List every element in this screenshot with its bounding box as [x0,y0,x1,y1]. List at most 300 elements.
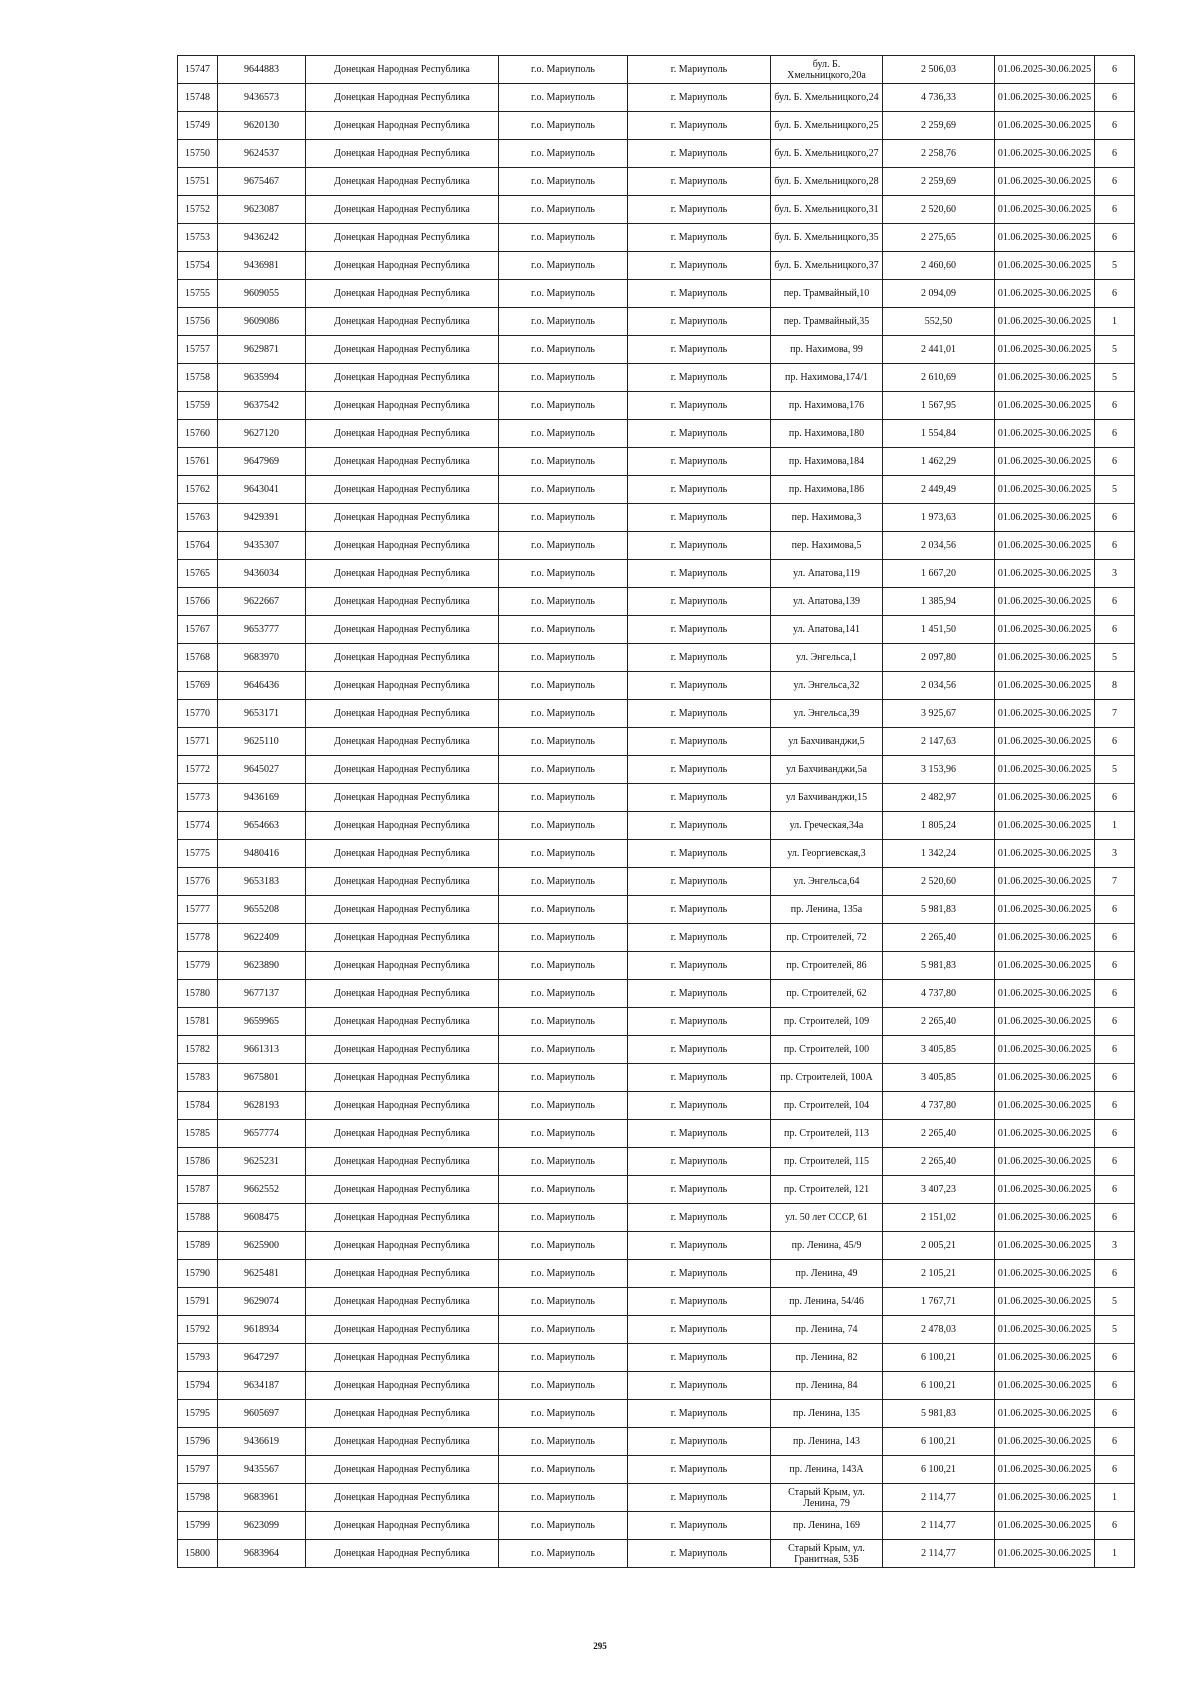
period-cell: 01.06.2025-30.06.2025 [995,1288,1095,1316]
row-number-cell: 15779 [178,952,218,980]
table-row [178,896,1135,924]
region-cell: Донецкая Народная Республика [306,420,499,448]
region-cell: Донецкая Народная Республика [306,1036,499,1064]
city-cell: г. Мариуполь [628,112,771,140]
amount-cell: 2 460,60 [883,252,995,280]
row-number-cell: 15749 [178,112,218,140]
amount-cell: 3 405,85 [883,1036,995,1064]
table-row [178,616,1135,644]
period-cell: 01.06.2025-30.06.2025 [995,1456,1095,1484]
code-cell: 9647969 [218,448,306,476]
region-cell: Донецкая Народная Республика [306,840,499,868]
address-cell: пер. Нахимова,3 [771,504,883,532]
code-cell: 9480416 [218,840,306,868]
region-cell: Донецкая Народная Республика [306,700,499,728]
code-cell: 9624537 [218,140,306,168]
address-cell: ул. 50 лет СССР, 61 [771,1204,883,1232]
table-row [178,1484,1135,1512]
table-row [178,392,1135,420]
count-cell: 6 [1095,1036,1135,1064]
table-row [178,644,1135,672]
table-row [178,56,1135,84]
period-cell: 01.06.2025-30.06.2025 [995,756,1095,784]
city-cell: г. Мариуполь [628,308,771,336]
row-number-cell: 15792 [178,1316,218,1344]
municipality-cell: г.о. Мариуполь [499,1344,628,1372]
region-cell: Донецкая Народная Республика [306,1456,499,1484]
region-cell: Донецкая Народная Республика [306,532,499,560]
row-number-cell: 15785 [178,1120,218,1148]
municipality-cell: г.о. Мариуполь [499,196,628,224]
data-table [177,55,1135,1568]
municipality-cell: г.о. Мариуполь [499,364,628,392]
period-cell: 01.06.2025-30.06.2025 [995,392,1095,420]
amount-cell: 2 275,65 [883,224,995,252]
amount-cell: 1 385,94 [883,588,995,616]
region-cell: Донецкая Народная Республика [306,672,499,700]
city-cell: г. Мариуполь [628,1092,771,1120]
table-row [178,84,1135,112]
table-row [178,952,1135,980]
amount-cell: 4 736,33 [883,84,995,112]
table-row [178,504,1135,532]
count-cell: 6 [1095,448,1135,476]
code-cell: 9657774 [218,1120,306,1148]
address-cell: пр. Нахимова,184 [771,448,883,476]
address-cell: пр. Ленина, 135 [771,1400,883,1428]
amount-cell: 1 554,84 [883,420,995,448]
municipality-cell: г.о. Мариуполь [499,1148,628,1176]
period-cell: 01.06.2025-30.06.2025 [995,868,1095,896]
row-number-cell: 15768 [178,644,218,672]
municipality-cell: г.о. Мариуполь [499,560,628,588]
city-cell: г. Мариуполь [628,56,771,84]
amount-cell: 1 451,50 [883,616,995,644]
period-cell: 01.06.2025-30.06.2025 [995,784,1095,812]
code-cell: 9661313 [218,1036,306,1064]
period-cell: 01.06.2025-30.06.2025 [995,672,1095,700]
code-cell: 9627120 [218,420,306,448]
city-cell: г. Мариуполь [628,756,771,784]
municipality-cell: г.о. Мариуполь [499,1260,628,1288]
amount-cell: 1 805,24 [883,812,995,840]
row-number-cell: 15764 [178,532,218,560]
municipality-cell: г.о. Мариуполь [499,504,628,532]
amount-cell: 2 105,21 [883,1260,995,1288]
period-cell: 01.06.2025-30.06.2025 [995,1092,1095,1120]
municipality-cell: г.о. Мариуполь [499,140,628,168]
table-row [178,1512,1135,1540]
row-number-cell: 15753 [178,224,218,252]
city-cell: г. Мариуполь [628,952,771,980]
page-number: 295 [593,1641,607,1651]
region-cell: Донецкая Народная Республика [306,224,499,252]
address-cell: пр. Строителей, 113 [771,1120,883,1148]
count-cell: 6 [1095,1148,1135,1176]
row-number-cell: 15756 [178,308,218,336]
count-cell: 6 [1095,1428,1135,1456]
city-cell: г. Мариуполь [628,168,771,196]
region-cell: Донецкая Народная Республика [306,1260,499,1288]
row-number-cell: 15784 [178,1092,218,1120]
region-cell: Донецкая Народная Республика [306,980,499,1008]
period-cell: 01.06.2025-30.06.2025 [995,1344,1095,1372]
address-cell: пр. Ленина, 169 [771,1512,883,1540]
amount-cell: 1 767,71 [883,1288,995,1316]
row-number-cell: 15752 [178,196,218,224]
period-cell: 01.06.2025-30.06.2025 [995,420,1095,448]
row-number-cell: 15781 [178,1008,218,1036]
city-cell: г. Мариуполь [628,1288,771,1316]
city-cell: г. Мариуполь [628,280,771,308]
municipality-cell: г.о. Мариуполь [499,1092,628,1120]
municipality-cell: г.о. Мариуполь [499,392,628,420]
row-number-cell: 15775 [178,840,218,868]
municipality-cell: г.о. Мариуполь [499,756,628,784]
city-cell: г. Мариуполь [628,700,771,728]
count-cell: 3 [1095,840,1135,868]
city-cell: г. Мариуполь [628,1148,771,1176]
period-cell: 01.06.2025-30.06.2025 [995,168,1095,196]
period-cell: 01.06.2025-30.06.2025 [995,196,1095,224]
count-cell: 5 [1095,1288,1135,1316]
count-cell: 6 [1095,1372,1135,1400]
address-cell: ул. Апатова,141 [771,616,883,644]
count-cell: 6 [1095,1008,1135,1036]
region-cell: Донецкая Народная Республика [306,812,499,840]
address-cell: бул. Б. Хмельницкого,20а [771,56,883,84]
amount-cell: 2 005,21 [883,1232,995,1260]
region-cell: Донецкая Народная Республика [306,588,499,616]
amount-cell: 1 973,63 [883,504,995,532]
city-cell: г. Мариуполь [628,336,771,364]
table-row [178,280,1135,308]
row-number-cell: 15800 [178,1540,218,1568]
municipality-cell: г.о. Мариуполь [499,952,628,980]
municipality-cell: г.о. Мариуполь [499,1428,628,1456]
row-number-cell: 15769 [178,672,218,700]
table-row [178,364,1135,392]
address-cell: пр. Строителей, 121 [771,1176,883,1204]
count-cell: 6 [1095,532,1135,560]
count-cell: 6 [1095,1176,1135,1204]
code-cell: 9662552 [218,1176,306,1204]
city-cell: г. Мариуполь [628,924,771,952]
code-cell: 9622667 [218,588,306,616]
count-cell: 1 [1095,1484,1135,1512]
region-cell: Донецкая Народная Республика [306,1512,499,1540]
period-cell: 01.06.2025-30.06.2025 [995,560,1095,588]
period-cell: 01.06.2025-30.06.2025 [995,644,1095,672]
period-cell: 01.06.2025-30.06.2025 [995,476,1095,504]
count-cell: 6 [1095,980,1135,1008]
amount-cell: 5 981,83 [883,1400,995,1428]
row-number-cell: 15770 [178,700,218,728]
municipality-cell: г.о. Мариуполь [499,588,628,616]
count-cell: 7 [1095,868,1135,896]
city-cell: г. Мариуполь [628,1512,771,1540]
municipality-cell: г.о. Мариуполь [499,1232,628,1260]
municipality-cell: г.о. Мариуполь [499,644,628,672]
address-cell: бул. Б. Хмельницкого,25 [771,112,883,140]
address-cell: Старый Крым, ул. Ленина, 79 [771,1484,883,1512]
address-cell: пр. Ленина, 135а [771,896,883,924]
region-cell: Донецкая Народная Республика [306,1064,499,1092]
region-cell: Донецкая Народная Республика [306,1316,499,1344]
code-cell: 9625900 [218,1232,306,1260]
table-row [178,1260,1135,1288]
code-cell: 9435307 [218,532,306,560]
count-cell: 6 [1095,784,1135,812]
region-cell: Донецкая Народная Республика [306,868,499,896]
code-cell: 9654663 [218,812,306,840]
municipality-cell: г.о. Мариуполь [499,924,628,952]
amount-cell: 2 147,63 [883,728,995,756]
count-cell: 3 [1095,560,1135,588]
table-row [178,840,1135,868]
region-cell: Донецкая Народная Республика [306,1008,499,1036]
row-number-cell: 15761 [178,448,218,476]
municipality-cell: г.о. Мариуполь [499,896,628,924]
municipality-cell: г.о. Мариуполь [499,420,628,448]
period-cell: 01.06.2025-30.06.2025 [995,588,1095,616]
amount-cell: 2 441,01 [883,336,995,364]
table-row [178,252,1135,280]
table-row [178,420,1135,448]
city-cell: г. Мариуполь [628,1176,771,1204]
amount-cell: 3 925,67 [883,700,995,728]
municipality-cell: г.о. Мариуполь [499,700,628,728]
address-cell: пр. Нахимова, 99 [771,336,883,364]
row-number-cell: 15789 [178,1232,218,1260]
count-cell: 5 [1095,644,1135,672]
city-cell: г. Мариуполь [628,728,771,756]
row-number-cell: 15793 [178,1344,218,1372]
city-cell: г. Мариуполь [628,420,771,448]
amount-cell: 552,50 [883,308,995,336]
address-cell: пер. Трамвайный,10 [771,280,883,308]
table-row [178,1064,1135,1092]
amount-cell: 4 737,80 [883,980,995,1008]
row-number-cell: 15777 [178,896,218,924]
amount-cell: 6 100,21 [883,1372,995,1400]
city-cell: г. Мариуполь [628,364,771,392]
region-cell: Донецкая Народная Республика [306,1428,499,1456]
period-cell: 01.06.2025-30.06.2025 [995,1148,1095,1176]
period-cell: 01.06.2025-30.06.2025 [995,1036,1095,1064]
amount-cell: 1 667,20 [883,560,995,588]
row-number-cell: 15763 [178,504,218,532]
table-body [178,56,1135,1568]
code-cell: 9643041 [218,476,306,504]
amount-cell: 6 100,21 [883,1344,995,1372]
period-cell: 01.06.2025-30.06.2025 [995,364,1095,392]
municipality-cell: г.о. Мариуполь [499,868,628,896]
row-number-cell: 15776 [178,868,218,896]
code-cell: 9683961 [218,1484,306,1512]
count-cell: 6 [1095,112,1135,140]
period-cell: 01.06.2025-30.06.2025 [995,448,1095,476]
region-cell: Донецкая Народная Республика [306,1540,499,1568]
amount-cell: 2 265,40 [883,1008,995,1036]
region-cell: Донецкая Народная Республика [306,196,499,224]
period-cell: 01.06.2025-30.06.2025 [995,140,1095,168]
amount-cell: 2 520,60 [883,196,995,224]
row-number-cell: 15765 [178,560,218,588]
count-cell: 6 [1095,616,1135,644]
amount-cell: 2 449,49 [883,476,995,504]
count-cell: 6 [1095,1512,1135,1540]
count-cell: 5 [1095,364,1135,392]
city-cell: г. Мариуполь [628,980,771,1008]
region-cell: Донецкая Народная Республика [306,1204,499,1232]
municipality-cell: г.о. Мариуполь [499,812,628,840]
amount-cell: 4 737,80 [883,1092,995,1120]
count-cell: 5 [1095,252,1135,280]
period-cell: 01.06.2025-30.06.2025 [995,1204,1095,1232]
municipality-cell: г.о. Мариуполь [499,1036,628,1064]
region-cell: Донецкая Народная Республика [306,728,499,756]
count-cell: 6 [1095,1456,1135,1484]
count-cell: 6 [1095,140,1135,168]
address-cell: Старый Крым, ул. Гранитная, 53Б [771,1540,883,1568]
period-cell: 01.06.2025-30.06.2025 [995,336,1095,364]
code-cell: 9683970 [218,644,306,672]
city-cell: г. Мариуполь [628,392,771,420]
amount-cell: 5 981,83 [883,896,995,924]
amount-cell: 2 094,09 [883,280,995,308]
period-cell: 01.06.2025-30.06.2025 [995,1400,1095,1428]
table-row [178,532,1135,560]
city-cell: г. Мариуполь [628,896,771,924]
code-cell: 9436034 [218,560,306,588]
table-row [178,1344,1135,1372]
code-cell: 9605697 [218,1400,306,1428]
code-cell: 9625481 [218,1260,306,1288]
municipality-cell: г.о. Мариуполь [499,1400,628,1428]
amount-cell: 2 265,40 [883,924,995,952]
period-cell: 01.06.2025-30.06.2025 [995,532,1095,560]
address-cell: пр. Ленина, 143А [771,1456,883,1484]
region-cell: Донецкая Народная Республика [306,924,499,952]
period-cell: 01.06.2025-30.06.2025 [995,616,1095,644]
region-cell: Донецкая Народная Республика [306,784,499,812]
municipality-cell: г.о. Мариуполь [499,1512,628,1540]
address-cell: пр. Строителей, 100 [771,1036,883,1064]
address-cell: пр. Ленина, 84 [771,1372,883,1400]
city-cell: г. Мариуполь [628,588,771,616]
code-cell: 9659965 [218,1008,306,1036]
count-cell: 6 [1095,588,1135,616]
city-cell: г. Мариуполь [628,868,771,896]
count-cell: 1 [1095,308,1135,336]
period-cell: 01.06.2025-30.06.2025 [995,924,1095,952]
address-cell: ул. Апатова,119 [771,560,883,588]
amount-cell: 1 342,24 [883,840,995,868]
row-number-cell: 15754 [178,252,218,280]
amount-cell: 2 114,77 [883,1512,995,1540]
municipality-cell: г.о. Мариуполь [499,280,628,308]
amount-cell: 2 506,03 [883,56,995,84]
code-cell: 9645027 [218,756,306,784]
region-cell: Донецкая Народная Республика [306,756,499,784]
table-row [178,112,1135,140]
address-cell: пер. Нахимова,5 [771,532,883,560]
count-cell: 5 [1095,1316,1135,1344]
row-number-cell: 15760 [178,420,218,448]
municipality-cell: г.о. Мариуполь [499,336,628,364]
city-cell: г. Мариуполь [628,1232,771,1260]
municipality-cell: г.о. Мариуполь [499,448,628,476]
period-cell: 01.06.2025-30.06.2025 [995,1260,1095,1288]
municipality-cell: г.о. Мариуполь [499,1288,628,1316]
address-cell: пр. Строителей, 104 [771,1092,883,1120]
period-cell: 01.06.2025-30.06.2025 [995,504,1095,532]
row-number-cell: 15774 [178,812,218,840]
code-cell: 9629074 [218,1288,306,1316]
region-cell: Донецкая Народная Республика [306,476,499,504]
table-row [178,308,1135,336]
city-cell: г. Мариуполь [628,1008,771,1036]
code-cell: 9675467 [218,168,306,196]
period-cell: 01.06.2025-30.06.2025 [995,308,1095,336]
city-cell: г. Мариуполь [628,224,771,252]
period-cell: 01.06.2025-30.06.2025 [995,952,1095,980]
city-cell: г. Мариуполь [628,1120,771,1148]
period-cell: 01.06.2025-30.06.2025 [995,1540,1095,1568]
municipality-cell: г.о. Мариуполь [499,616,628,644]
region-cell: Донецкая Народная Республика [306,364,499,392]
municipality-cell: г.о. Мариуполь [499,1064,628,1092]
address-cell: пр. Ленина, 74 [771,1316,883,1344]
municipality-cell: г.о. Мариуполь [499,672,628,700]
city-cell: г. Мариуполь [628,672,771,700]
municipality-cell: г.о. Мариуполь [499,728,628,756]
period-cell: 01.06.2025-30.06.2025 [995,280,1095,308]
period-cell: 01.06.2025-30.06.2025 [995,728,1095,756]
address-cell: пр. Ленина, 82 [771,1344,883,1372]
period-cell: 01.06.2025-30.06.2025 [995,1176,1095,1204]
municipality-cell: г.о. Мариуполь [499,168,628,196]
region-cell: Донецкая Народная Республика [306,308,499,336]
period-cell: 01.06.2025-30.06.2025 [995,252,1095,280]
address-cell: пр. Ленина, 45/9 [771,1232,883,1260]
code-cell: 9677137 [218,980,306,1008]
city-cell: г. Мариуполь [628,644,771,672]
address-cell: пр. Нахимова,174/1 [771,364,883,392]
code-cell: 9629871 [218,336,306,364]
period-cell: 01.06.2025-30.06.2025 [995,1512,1095,1540]
region-cell: Донецкая Народная Республика [306,504,499,532]
address-cell: ул. Энгельса,64 [771,868,883,896]
table-row [178,1148,1135,1176]
amount-cell: 6 100,21 [883,1428,995,1456]
region-cell: Донецкая Народная Республика [306,1484,499,1512]
count-cell: 6 [1095,504,1135,532]
table-row [178,1092,1135,1120]
count-cell: 6 [1095,1092,1135,1120]
row-number-cell: 15788 [178,1204,218,1232]
count-cell: 6 [1095,924,1135,952]
period-cell: 01.06.2025-30.06.2025 [995,56,1095,84]
city-cell: г. Мариуполь [628,1540,771,1568]
municipality-cell: г.о. Мариуполь [499,1456,628,1484]
count-cell: 5 [1095,756,1135,784]
address-cell: бул. Б. Хмельницкого,28 [771,168,883,196]
count-cell: 6 [1095,56,1135,84]
count-cell: 5 [1095,476,1135,504]
table-row [178,1400,1135,1428]
